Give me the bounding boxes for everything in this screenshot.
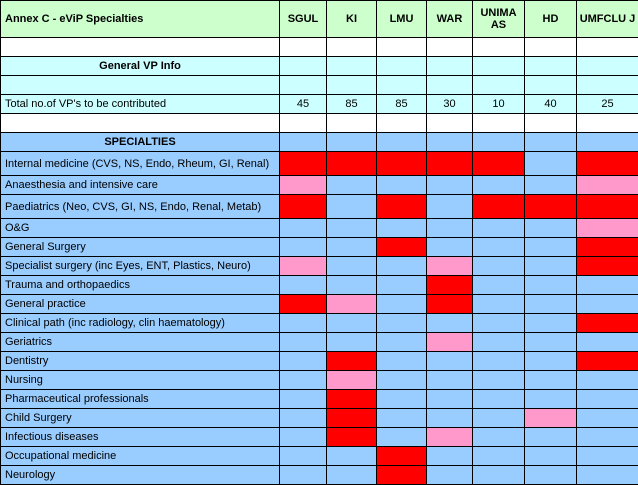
- col-header-ki: KI: [327, 1, 377, 38]
- specialty-cell-none: [473, 390, 525, 409]
- specialty-cell-none: [525, 152, 577, 176]
- specialty-cell-none: [427, 352, 473, 371]
- specialty-cell-none: [525, 238, 577, 257]
- specialty-cell-none: [427, 447, 473, 466]
- specialty-cell-none: [427, 466, 473, 485]
- specialty-cell-none: [577, 447, 638, 466]
- specialty-cell-none: [377, 176, 427, 195]
- specialty-cell-some: [280, 257, 327, 276]
- blank-row: [1, 114, 638, 133]
- specialty-cell-none: [427, 390, 473, 409]
- specialty-name: Trauma and orthopaedics: [1, 276, 280, 295]
- specialty-cell-none: [525, 176, 577, 195]
- specialties-header: SPECIALTIES: [1, 133, 280, 152]
- specialty-cell-main: [577, 352, 638, 371]
- specialty-cell-none: [473, 295, 525, 314]
- specialty-cell-some: [525, 409, 577, 428]
- specialty-cell-main: [473, 195, 525, 219]
- specialty-row: [1, 276, 638, 295]
- specialty-name: Internal medicine (CVS, NS, Endo, Rheum, GI, Renal): [1, 152, 280, 176]
- specialty-row: [1, 390, 638, 409]
- specialty-cell-main: [327, 152, 377, 176]
- specialty-cell-main: [327, 428, 377, 447]
- specialty-cell-none: [577, 276, 638, 295]
- specialty-cell-none: [377, 257, 427, 276]
- specialty-row: [1, 257, 638, 276]
- specialty-cell-none: [280, 314, 327, 333]
- specialty-cell-main: [525, 195, 577, 219]
- specialty-cell-none: [427, 176, 473, 195]
- specialty-cell-none: [427, 219, 473, 238]
- col-header-umfcluj: UMFCLU J: [577, 1, 638, 38]
- specialty-name: Geriatrics: [1, 333, 280, 352]
- specialty-cell-none: [473, 238, 525, 257]
- specialty-cell-main: [577, 152, 638, 176]
- specialty-cell-none: [327, 257, 377, 276]
- specialty-cell-none: [473, 333, 525, 352]
- specialty-cell-none: [525, 314, 577, 333]
- specialty-cell-none: [525, 447, 577, 466]
- specialty-name: Paediatrics (Neo, CVS, GI, NS, Endo, Renal, Metab): [1, 195, 280, 219]
- specialty-cell-some: [327, 371, 377, 390]
- specialty-cell-none: [525, 276, 577, 295]
- specialty-row: [1, 219, 638, 238]
- specialty-cell-none: [577, 390, 638, 409]
- specialty-cell-main: [577, 238, 638, 257]
- specialty-cell-main: [577, 195, 638, 219]
- specialty-cell-none: [280, 333, 327, 352]
- specialty-cell-none: [473, 428, 525, 447]
- specialty-name: General practice: [1, 295, 280, 314]
- specialty-cell-none: [473, 371, 525, 390]
- specialty-cell-main: [427, 295, 473, 314]
- specialty-cell-none: [377, 428, 427, 447]
- specialty-row: [1, 466, 638, 485]
- specialty-cell-none: [473, 276, 525, 295]
- col-header-unimaas: UNIMA AS: [473, 1, 525, 38]
- specialty-cell-none: [327, 466, 377, 485]
- specialty-cell-none: [525, 428, 577, 447]
- specialty-cell-none: [473, 257, 525, 276]
- specialty-cell-none: [427, 371, 473, 390]
- specialty-cell-none: [577, 333, 638, 352]
- specialty-cell-none: [280, 219, 327, 238]
- specialty-cell-main: [427, 152, 473, 176]
- specialty-cell-main: [327, 352, 377, 371]
- specialty-cell-none: [525, 257, 577, 276]
- total-lmu: 85: [377, 95, 427, 114]
- blank-row: [1, 38, 638, 57]
- specialty-cell-none: [473, 352, 525, 371]
- specialty-cell-main: [577, 257, 638, 276]
- specialty-cell-some: [427, 257, 473, 276]
- specialty-cell-none: [427, 238, 473, 257]
- specialty-cell-none: [280, 409, 327, 428]
- specialty-cell-none: [327, 333, 377, 352]
- specialty-cell-main: [327, 390, 377, 409]
- col-header-hd: HD: [525, 1, 577, 38]
- specialty-cell-main: [280, 195, 327, 219]
- specialty-cell-main: [377, 447, 427, 466]
- specialty-cell-none: [525, 295, 577, 314]
- specialty-row: [1, 238, 638, 257]
- specialty-cell-main: [280, 295, 327, 314]
- corner-label: Annex C - eViP Specialties: [1, 1, 280, 38]
- specialty-cell-none: [473, 447, 525, 466]
- specialty-cell-none: [427, 195, 473, 219]
- specialty-cell-none: [377, 371, 427, 390]
- specialty-cell-some: [327, 295, 377, 314]
- specialty-cell-none: [377, 314, 427, 333]
- specialty-cell-some: [427, 333, 473, 352]
- specialty-cell-none: [577, 428, 638, 447]
- specialty-cell-none: [280, 447, 327, 466]
- specialty-cell-none: [427, 314, 473, 333]
- specialty-row: [1, 195, 638, 219]
- specialty-cell-main: [377, 466, 427, 485]
- specialty-name: Anaesthesia and intensive care: [1, 176, 280, 195]
- specialty-name: Nursing: [1, 371, 280, 390]
- specialty-cell-none: [473, 466, 525, 485]
- specialty-cell-none: [327, 219, 377, 238]
- specialty-row: [1, 295, 638, 314]
- specialty-name: Child Surgery: [1, 409, 280, 428]
- specialty-name: Occupational medicine: [1, 447, 280, 466]
- total-unimaas: 10: [473, 95, 525, 114]
- total-war: 30: [427, 95, 473, 114]
- total-umfcluj: 25: [577, 95, 638, 114]
- specialty-row: [1, 314, 638, 333]
- specialty-cell-none: [377, 219, 427, 238]
- specialty-cell-some: [280, 176, 327, 195]
- total-ki: 85: [327, 95, 377, 114]
- specialty-cell-none: [377, 409, 427, 428]
- specialty-cell-main: [427, 276, 473, 295]
- specialty-cell-none: [473, 409, 525, 428]
- specialty-name: Neurology: [1, 466, 280, 485]
- specialty-cell-none: [525, 390, 577, 409]
- specialty-cell-none: [577, 371, 638, 390]
- specialty-name: O&G: [1, 219, 280, 238]
- specialty-cell-none: [327, 276, 377, 295]
- general-info-header: General VP Info: [1, 57, 280, 76]
- specialty-cell-none: [525, 333, 577, 352]
- specialty-cell-none: [280, 238, 327, 257]
- specialty-cell-some: [577, 176, 638, 195]
- specialty-cell-none: [280, 428, 327, 447]
- specialty-cell-main: [577, 314, 638, 333]
- specialty-row: [1, 352, 638, 371]
- total-sgul: 45: [280, 95, 327, 114]
- specialty-cell-none: [473, 176, 525, 195]
- specialty-cell-main: [473, 152, 525, 176]
- specialty-name: Dentistry: [1, 352, 280, 371]
- specialty-cell-none: [577, 295, 638, 314]
- specialty-cell-none: [327, 195, 377, 219]
- specialty-cell-none: [525, 371, 577, 390]
- col-header-lmu: LMU: [377, 1, 427, 38]
- specialty-cell-none: [280, 390, 327, 409]
- specialty-cell-none: [577, 409, 638, 428]
- col-header-war: WAR: [427, 1, 473, 38]
- specialty-cell-none: [327, 238, 377, 257]
- specialty-name: Clinical path (inc radiology, clin haematology): [1, 314, 280, 333]
- specialty-cell-main: [377, 152, 427, 176]
- specialty-cell-none: [280, 466, 327, 485]
- specialty-name: Infectious diseases: [1, 428, 280, 447]
- specialty-cell-none: [525, 219, 577, 238]
- specialty-cell-none: [525, 466, 577, 485]
- specialty-cell-main: [377, 238, 427, 257]
- specialty-row: [1, 333, 638, 352]
- general-info-header-row: [1, 57, 638, 76]
- specialty-cell-none: [327, 314, 377, 333]
- specialty-cell-some: [577, 219, 638, 238]
- total-label: Total no.of VP's to be contributed: [1, 95, 280, 114]
- specialty-cell-none: [280, 276, 327, 295]
- specialty-cell-none: [280, 352, 327, 371]
- specialty-name: Specialist surgery (inc Eyes, ENT, Plastics, Neuro): [1, 257, 280, 276]
- specialty-cell-none: [377, 352, 427, 371]
- specialty-cell-some: [427, 428, 473, 447]
- specialty-cell-main: [280, 152, 327, 176]
- specialty-row: [1, 428, 638, 447]
- col-header-sgul: SGUL: [280, 1, 327, 38]
- specialties-header-row: [1, 133, 638, 152]
- specialty-cell-none: [377, 390, 427, 409]
- specialty-cell-main: [377, 195, 427, 219]
- specialty-cell-none: [473, 314, 525, 333]
- specialty-row: [1, 152, 638, 176]
- specialty-cell-none: [377, 333, 427, 352]
- total-hd: 40: [525, 95, 577, 114]
- specialty-name: General Surgery: [1, 238, 280, 257]
- specialty-cell-none: [327, 176, 377, 195]
- specialty-row: [1, 409, 638, 428]
- specialty-cell-none: [280, 371, 327, 390]
- specialty-cell-none: [427, 409, 473, 428]
- specialty-row: [1, 447, 638, 466]
- specialty-cell-main: [327, 409, 377, 428]
- spacer-row: [1, 76, 638, 95]
- specialty-cell-none: [525, 352, 577, 371]
- specialty-name: Pharmaceutical professionals: [1, 390, 280, 409]
- specialty-row: [1, 371, 638, 390]
- header-row: [1, 1, 638, 38]
- specialty-row: [1, 176, 638, 195]
- specialty-cell-none: [377, 295, 427, 314]
- specialty-cell-none: [377, 276, 427, 295]
- specialty-cell-none: [327, 447, 377, 466]
- totals-row: [1, 95, 638, 114]
- specialty-cell-none: [473, 219, 525, 238]
- specialty-cell-none: [577, 466, 638, 485]
